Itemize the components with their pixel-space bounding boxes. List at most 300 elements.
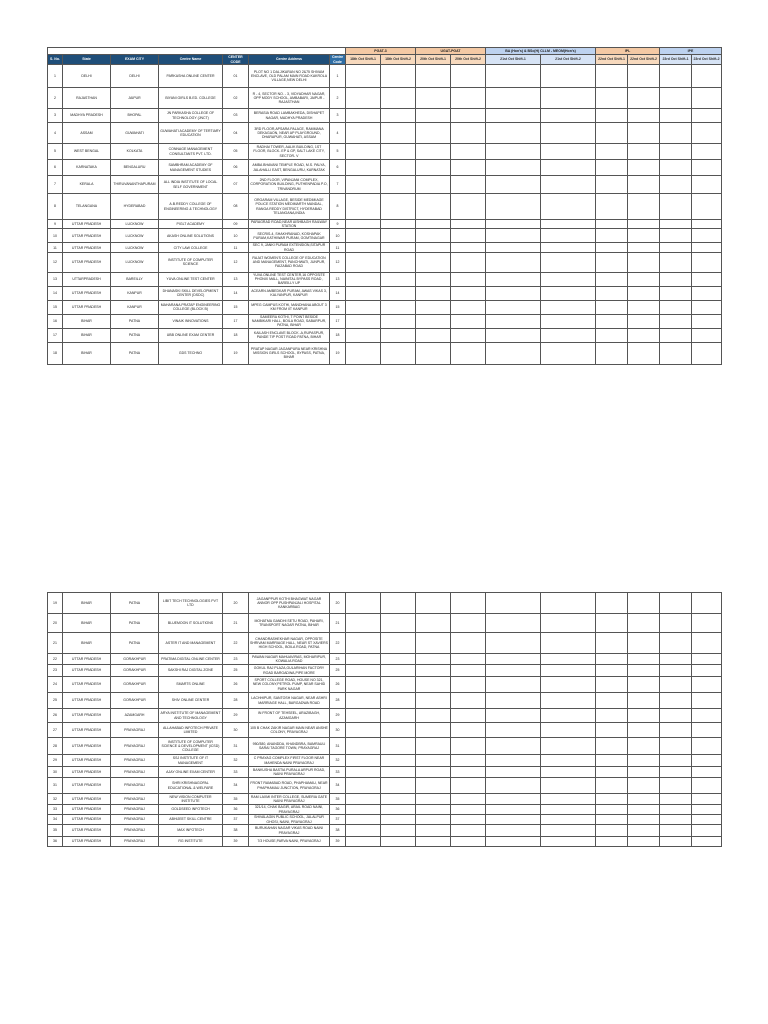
cell-centre-code-short: 26 [330,677,346,693]
cell-centre-address: JAGANPPUR KOTHI BHAGWAT NAGAR ANNOR OPP PUSHPANJALI HOSPITAL KANKARBAG [249,593,330,614]
cell-state: UTTAR PRADESH [63,252,111,272]
cell-session-slot [486,176,541,194]
cell-session-slot [692,88,722,109]
col-session: 18th Oct Shift-2 [381,55,416,65]
cell-session-slot [628,328,660,342]
cell-exam-city: BAREILLY [111,272,159,286]
table-row [48,738,722,755]
cell-session-slot [381,665,416,677]
cell-centre-address: BERASIA ROAD LAMBAKHEDA, DISHAPET NAGAR, MADHYA PRADESH [249,109,330,123]
cell-state: UTTAR PRADESH [63,709,111,723]
cell-session-slot [486,229,541,243]
cell-sno: 20 [48,614,63,633]
cell-session-slot [628,677,660,693]
cell-sno: 17 [48,328,63,342]
cell-session-slot [486,677,541,693]
cell-sno: 5 [48,144,63,160]
cell-centre-code-short: 33 [330,767,346,778]
cell-session-slot [541,593,596,614]
cell-session-slot [346,109,381,123]
cell-session-slot [660,272,692,286]
cell-session-slot [692,286,722,300]
cell-session-slot [381,65,416,88]
cell-sno: 33 [48,805,63,815]
cell-sno: 12 [48,252,63,272]
cell-session-slot [346,286,381,300]
cell-session-slot [541,665,596,677]
cell-centre-code-short: 22 [330,633,346,654]
cell-session-slot [541,805,596,815]
cell-center-code: 10 [223,229,249,243]
cell-centre-address: SPORT COLLEGE ROAD, HOUSE NO 321, NEW COLONY,PETROL PUMP, NEAR SAHID PARK NAGAR [249,677,330,693]
cell-session-slot [692,194,722,220]
cell-centre-name: CITY LAW COLLEGE [159,243,223,252]
col-state: State [63,55,111,65]
cell-centre-address: SAMEERA KOTHI, T POINT BESIDE NAMBIKARI HALL, BOILA ROAD, SABARPUR, PATNA, BIHAR [249,314,330,328]
cell-session-slot [596,723,628,738]
col-session: 21st Oct Shift-1 [486,55,541,65]
cell-session-slot [628,755,660,767]
cell-session-slot [416,109,451,123]
cell-state: ASSAM [63,123,111,144]
cell-session-slot [660,755,692,767]
cell-session-slot [692,723,722,738]
cell-centre-code-short: 21 [330,614,346,633]
group-pgat3: PGAT-3 [346,48,416,55]
cell-exam-city: AZAMGARH [111,709,159,723]
cell-session-slot [596,342,628,364]
col-session: 20th Oct Shift-1 [416,55,451,65]
cell-exam-city: HYDERABAD [111,194,159,220]
cell-centre-code-short: 34 [330,778,346,794]
cell-session-slot [692,593,722,614]
cell-session-slot [660,825,692,837]
cell-centre-code-short: 6 [330,160,346,176]
cell-centre-name: SAKSHI RAJ DIGITAL ZONE [159,665,223,677]
cell-exam-city: JAIPUR [111,88,159,109]
cell-session-slot [628,194,660,220]
cell-centre-address: YUVA ONLINE TEST CENTER,16 OPPOSITE PHONIX MALL, NAINITAL BYPASS ROAD , BAREILLY UP [249,272,330,286]
cell-center-code: 30 [223,723,249,738]
cell-center-code: 02 [223,88,249,109]
cell-exam-city: BHOPAL [111,109,159,123]
cell-state: BIHAR [63,328,111,342]
table-row [48,837,722,847]
cell-center-code: 39 [223,837,249,847]
cell-session-slot [596,633,628,654]
cell-sno: 2 [48,88,63,109]
cell-session-slot [486,272,541,286]
cell-session-slot [596,677,628,693]
cell-exam-city: PATNA [111,314,159,328]
cell-session-slot [416,314,451,328]
table-row [48,693,722,709]
cell-centre-code-short: 2 [330,88,346,109]
cell-session-slot [541,144,596,160]
cell-session-slot [541,272,596,286]
cell-center-code: 35 [223,794,249,805]
cell-centre-address: IN FRONT OF TEHSEEL, ARAZIBAGH, AZAMGARH [249,709,330,723]
cell-session-slot [596,252,628,272]
cell-center-code: 07 [223,176,249,194]
cell-center-code: 15 [223,300,249,314]
cell-session-slot [692,825,722,837]
cell-session-slot [451,805,486,815]
cell-session-slot [346,815,381,825]
cell-center-code: 31 [223,738,249,755]
cell-session-slot [596,160,628,176]
col-centre-address: Centre Address [249,55,330,65]
cell-session-slot [692,109,722,123]
cell-state: UTTAR PRADESH [63,767,111,778]
cell-centre-code-short: 8 [330,194,346,220]
cell-session-slot [660,633,692,654]
cell-session-slot [486,654,541,665]
cell-centre-address: PAWAN NAGAR MAHUAVIRAS, MOHARIPUR, KOWALIA ROAD [249,654,330,665]
cell-session-slot [451,778,486,794]
cell-session-slot [416,286,451,300]
table-row [48,794,722,805]
cell-session-slot [596,123,628,144]
cell-session-slot [451,109,486,123]
cell-centre-name: BLUEMOON IT SOLUTIONS [159,614,223,633]
cell-session-slot [451,286,486,300]
cell-session-slot [541,109,596,123]
cell-state: BIHAR [63,314,111,328]
cell-sno: 35 [48,825,63,837]
cell-session-slot [692,160,722,176]
cell-session-slot [451,665,486,677]
cell-centre-name: SSJ INSTITUTE OF IT MANAGEMENT [159,755,223,767]
cell-session-slot [346,665,381,677]
cell-session-slot [346,220,381,229]
cell-exam-city: PATNA [111,328,159,342]
cell-center-code: 29 [223,709,249,723]
table-row [48,144,722,160]
cell-session-slot [692,328,722,342]
cell-center-code: 28 [223,693,249,709]
cell-session-slot [628,693,660,709]
cell-session-slot [660,805,692,815]
cell-session-slot [541,314,596,328]
cell-session-slot [416,252,451,272]
table-2-body [48,593,722,847]
cell-session-slot [381,300,416,314]
cell-sno: 3 [48,109,63,123]
cell-session-slot [381,109,416,123]
cell-session-slot [660,837,692,847]
cell-session-slot [541,738,596,755]
cell-session-slot [416,665,451,677]
cell-session-slot [486,633,541,654]
cell-centre-name: DHANASKI SKILL DEVELOPMENT CENTER (DSDC) [159,286,223,300]
cell-centre-code-short: 32 [330,755,346,767]
group-ugat-pgat: UGAT-PGAT [416,48,486,55]
cell-session-slot [346,723,381,738]
col-session: 22nd Oct Shift-2 [628,55,660,65]
cell-state: UTTAR PRADESH [63,677,111,693]
cell-session-slot [628,709,660,723]
cell-session-slot [416,229,451,243]
cell-session-slot [486,328,541,342]
cell-centre-name: GDS TECHNO [159,342,223,364]
cell-centre-address: 3RD FLOOR,APSARA PALACE, RAMMANA DEKAGAON, NEAR AP PLAYGROUND, DHARAPUR, GUWAHATI, ASSAM [249,123,330,144]
cell-session-slot [451,614,486,633]
cell-session-slot [596,176,628,194]
cell-session-slot [596,815,628,825]
cell-session-slot [596,144,628,160]
cell-session-slot [381,194,416,220]
cell-session-slot [692,778,722,794]
cell-session-slot [416,300,451,314]
cell-session-slot [692,709,722,723]
cell-session-slot [628,825,660,837]
cell-session-slot [381,693,416,709]
cell-exam-city: BENGALURU [111,160,159,176]
cell-session-slot [692,815,722,825]
cell-session-slot [692,243,722,252]
cell-session-slot [541,65,596,88]
cell-exam-city: PRAYAGRAJ [111,755,159,767]
cell-session-slot [660,778,692,794]
cell-center-code: 14 [223,286,249,300]
cell-center-code: 13 [223,272,249,286]
cell-centre-name: ARYA INSTITUTE OF MANAGEMENT AND TECHNOLOGY [159,709,223,723]
cell-centre-code-short: 23 [330,654,346,665]
cell-state: BIHAR [63,614,111,633]
cell-sno: 31 [48,778,63,794]
cell-session-slot [381,160,416,176]
cell-session-slot [541,328,596,342]
cell-session-slot [692,755,722,767]
cell-session-slot [346,300,381,314]
cell-session-slot [692,677,722,693]
cell-session-slot [541,693,596,709]
cell-centre-name: RG INSTITUTE [159,837,223,847]
cell-sno: 28 [48,738,63,755]
cell-session-slot [451,593,486,614]
cell-session-slot [381,837,416,847]
cell-centre-name: SMARTS ONLINE [159,677,223,693]
cell-centre-name: ALLAHABAD INFOTECH PRIVATE LIMITED [159,723,223,738]
table-row [48,755,722,767]
cell-session-slot [541,825,596,837]
cell-centre-address: PLOT NO 1 DALJIKARAN NO 2&75 SHIVAM ENCLAVE, OLD PALAM MAIN ROAD KAKROLA VILLAGE,NEW DELHI [249,65,330,88]
cell-session-slot [541,160,596,176]
cell-session-slot [541,633,596,654]
cell-session-slot [346,778,381,794]
cell-centre-address: LACHHIPUR, SANTOSH NAGAR, NEAR ASHRI MARRIAGE HALL, BARGADWA ROAD [249,693,330,709]
cell-centre-address: RAM LAXMI INTER COLLEGE, SUMERIA GATE NAINI PRAYAGRAJ [249,794,330,805]
cell-session-slot [628,342,660,364]
cell-session-slot [346,767,381,778]
cell-sno: 16 [48,314,63,328]
table-row [48,220,722,229]
cell-state: UTTAR PRADESH [63,815,111,825]
cell-centre-name: PIGLT ACADEMY [159,220,223,229]
cell-session-slot [692,176,722,194]
cell-state: UTTAR PRADESH [63,665,111,677]
cell-exam-city: PRAYAGRAJ [111,767,159,778]
table-row [48,300,722,314]
cell-centre-code-short: 7 [330,176,346,194]
table-row [48,342,722,364]
table-row [48,88,722,109]
cell-state: UTTAR PRADESH [63,738,111,755]
cell-sno: 4 [48,123,63,144]
cell-session-slot [628,300,660,314]
cell-session-slot [541,220,596,229]
cell-centre-code-short: 10 [330,229,346,243]
cell-session-slot [660,123,692,144]
cell-session-slot [416,123,451,144]
cell-session-slot [346,614,381,633]
cell-centre-address: BURUKAHAN NAGAR VIKAS ROAD NAINI PRAYAGRAJ [249,825,330,837]
cell-session-slot [486,109,541,123]
cell-session-slot [416,738,451,755]
cell-session-slot [451,123,486,144]
cell-state: MADHYA PRADESH [63,109,111,123]
cell-session-slot [692,767,722,778]
cell-session-slot [628,314,660,328]
cell-session-slot [346,328,381,342]
cell-centre-code-short: 28 [330,693,346,709]
cell-session-slot [628,286,660,300]
cell-centre-name: ALL INDIA INSTITUTE OF LOCAL SELF GOVERNMENT [159,176,223,194]
cell-session-slot [660,176,692,194]
cell-sno: 34 [48,815,63,825]
table-row [48,677,722,693]
cell-centre-address: RAJAT WOMEN'S COLLEGE OF EDUCATION AND MANAGEMENT, PANCHWATI, JUNPUR, FAIZABAD ROAD [249,252,330,272]
cell-session-slot [451,738,486,755]
cell-session-slot [381,815,416,825]
cell-centre-address: GOKUL RAJ PLAZA,GULARIHAN FACTORY ROAD BARGADWA,PIPE MORE [249,665,330,677]
cell-session-slot [416,794,451,805]
cell-sno: 36 [48,837,63,847]
group-ipl: IPL [596,48,660,55]
cell-centre-name: SHRI KRISHNAGOPAL EDUCATIONAL & WELFARE [159,778,223,794]
cell-centre-code-short: 9 [330,220,346,229]
cell-centre-address: SHIVALAGIN PUBLIC SCHOOL, JALALPUR GHOSI, NAINI, PRAYAGRAJ [249,815,330,825]
cell-centre-address: FRONT RAMABAD ROAD, PHAPHAMAU, NEAR PHAPHAMAU JUNCTION, PRAYAGRAJ [249,778,330,794]
cell-session-slot [486,300,541,314]
cell-session-slot [416,243,451,252]
column-header-row [48,55,722,65]
cell-center-code: 19 [223,342,249,364]
cell-session-slot [346,654,381,665]
cell-centre-address: AMBA BHAVANI TEMPLE ROAD, M.S. PALYA, JALAHALLI EAST, BENGALURU, KARNATAK [249,160,330,176]
cell-session-slot [486,709,541,723]
cell-session-slot [381,243,416,252]
cell-centre-code-short: 13 [330,272,346,286]
cell-session-slot [596,709,628,723]
cell-center-code: 20 [223,593,249,614]
cell-session-slot [486,342,541,364]
cell-exam-city: GORAKHPUR [111,693,159,709]
cell-session-slot [416,220,451,229]
cell-session-slot [381,723,416,738]
cell-session-slot [628,805,660,815]
cell-state: TELANGANA [63,194,111,220]
cell-sno: 6 [48,160,63,176]
cell-session-slot [596,805,628,815]
cell-session-slot [692,300,722,314]
cell-center-code: 33 [223,767,249,778]
cell-session-slot [541,123,596,144]
table-row [48,176,722,194]
group-spacer [48,48,346,55]
cell-sno: 14 [48,286,63,300]
table-row [48,314,722,328]
cell-session-slot [346,825,381,837]
cell-exam-city: PATNA [111,614,159,633]
cell-centre-name: GUWAHATI ACADEMY OF TERTIARY EDUCATION [159,123,223,144]
cell-centre-name: GOLDSEED INFOTECH [159,805,223,815]
cell-exam-city: LUCKNOW [111,229,159,243]
cell-center-code: 23 [223,654,249,665]
cell-session-slot [628,88,660,109]
cell-exam-city: KOLKATA [111,144,159,160]
cell-session-slot [451,88,486,109]
cell-session-slot [451,654,486,665]
col-session: 21st Oct Shift-2 [541,55,596,65]
cell-session-slot [660,767,692,778]
table-row [48,286,722,300]
cell-exam-city: LUCKNOW [111,252,159,272]
cell-state: UTTAR PRADESH [63,825,111,837]
cell-sno: 1 [48,65,63,88]
cell-centre-address: R - 4, SECTOR NO. - 3, VIDYADHAR NAGAR, OPP MODY SCHOOL, AMBABARI, JAIPUR - RAJASTHAN [249,88,330,109]
cell-session-slot [346,160,381,176]
cell-sno: 25 [48,693,63,709]
col-centre-name: Centre Name [159,55,223,65]
cell-session-slot [660,88,692,109]
cell-session-slot [660,665,692,677]
cell-state: UTTAR PRADESH [63,794,111,805]
cell-session-slot [660,144,692,160]
cell-sno: 22 [48,654,63,665]
cell-session-slot [692,229,722,243]
cell-center-code: 09 [223,220,249,229]
cell-session-slot [381,229,416,243]
cell-centre-address: PRATAP NAGAR JAGANPURA NEAR KRISHNA MISSION GIRLS SCHOOL, BYPASS, PATNA, BIHAR [249,342,330,364]
cell-centre-name: VINAIK INNOVATIONS [159,314,223,328]
cell-session-slot [451,243,486,252]
cell-session-slot [451,176,486,194]
cell-centre-code-short: 20 [330,593,346,614]
cell-session-slot [381,220,416,229]
cell-centre-code-short: 30 [330,723,346,738]
cell-session-slot [381,176,416,194]
cell-session-slot [596,767,628,778]
cell-session-slot [346,88,381,109]
cell-session-slot [346,229,381,243]
cell-session-slot [541,794,596,805]
col-session: 23rd Oct Shift-1 [660,55,692,65]
cell-state: UTTAR PRADESH [63,243,111,252]
cell-state: UTTAR PRADESH [63,229,111,243]
cell-exam-city: KANPUR [111,286,159,300]
cell-session-slot [381,123,416,144]
cell-session-slot [692,272,722,286]
cell-session-slot [416,693,451,709]
cell-center-code: 26 [223,677,249,693]
cell-session-slot [346,709,381,723]
cell-session-slot [416,709,451,723]
cell-exam-city: PRAYAGRAJ [111,825,159,837]
cell-session-slot [692,805,722,815]
cell-session-slot [486,837,541,847]
